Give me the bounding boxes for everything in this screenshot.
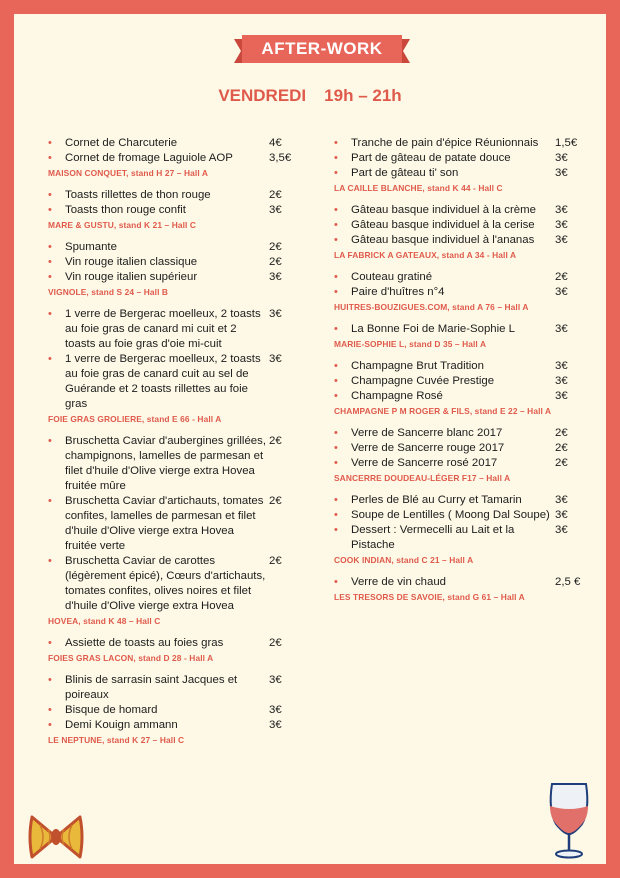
item-name: Dessert : Vermecelli au Lait et la Pistache <box>351 524 515 551</box>
item-name: Gâteau basque individuel à la cerise <box>351 219 535 231</box>
item-price: 3,5€ <box>269 152 292 164</box>
item-name: Couteau gratiné <box>351 271 433 283</box>
bullet-icon: • <box>334 167 338 179</box>
menu-item <box>48 307 298 352</box>
menu-item <box>48 151 298 166</box>
menu-item <box>334 575 584 590</box>
item-name: Perles de Blé au Curry et Tamarin <box>351 494 522 506</box>
vendor-block <box>48 136 298 179</box>
menu-item <box>48 636 298 651</box>
vendor-stand: HUITRES-BOUZIGUES.COM, stand A 76 – Hall A <box>334 302 529 312</box>
item-name: Champagne Rosé <box>351 390 443 402</box>
item-name: Part de gâteau de patate douce <box>351 152 511 164</box>
hours-label: 19h – 21h <box>324 86 402 105</box>
vendor-block <box>334 575 584 603</box>
item-name: Champagne Brut Tradition <box>351 360 484 372</box>
item-name: Assiette de toasts au foies gras <box>65 637 224 649</box>
vendor-block <box>334 359 584 417</box>
bullet-icon: • <box>48 637 52 649</box>
item-name: Demi Kouign ammann <box>65 719 178 731</box>
bullet-icon: • <box>48 189 52 201</box>
vendor-block <box>334 426 584 484</box>
item-name: Blinis de sarrasin saint Jacques et poireaux <box>65 674 238 701</box>
bullet-icon: • <box>334 152 338 164</box>
menu-item <box>334 389 584 404</box>
item-price: 2€ <box>269 256 282 268</box>
bullet-icon: • <box>48 271 52 283</box>
bullet-icon: • <box>334 360 338 372</box>
item-name: Bruschetta Caviar de carottes (légèrement épicé), Cœurs d'artichauts, tomates confites, olives noires et filet d'huile d'Olive vierge extra Hovea <box>65 555 266 612</box>
bullet-icon: • <box>334 375 338 387</box>
menu-item <box>48 203 298 218</box>
item-name: Champagne Cuvée Prestige <box>351 375 495 387</box>
bullet-icon: • <box>334 427 338 439</box>
item-name: Toasts thon rouge confit <box>65 204 186 216</box>
item-price: 3€ <box>555 360 568 372</box>
vendor-stand: CHAMPAGNE P M ROGER & FILS, stand E 22 – Hall A <box>334 406 552 416</box>
bullet-icon: • <box>334 576 338 588</box>
item-name: Verre de vin chaud <box>351 576 446 588</box>
item-price: 3€ <box>555 524 568 536</box>
item-price: 3€ <box>555 323 568 335</box>
menu-item <box>48 703 298 718</box>
item-price: 3€ <box>555 204 568 216</box>
menu-item <box>48 434 298 494</box>
item-price: 3€ <box>555 152 568 164</box>
menu-item <box>334 285 584 300</box>
item-price: 2€ <box>555 271 568 283</box>
item-price: 2€ <box>555 442 568 454</box>
vendor-stand: LA FABRICK A GATEAUX, stand A 34 - Hall A <box>334 250 517 260</box>
item-name: Cornet de Charcuterie <box>65 137 178 149</box>
vendor-block <box>334 270 584 313</box>
vendor-block <box>48 188 298 231</box>
menu-item <box>334 523 584 553</box>
bullet-icon: • <box>334 390 338 402</box>
vendor-stand: VIGNOLE, stand S 24 – Hall B <box>48 287 169 297</box>
item-price: 2€ <box>269 637 282 649</box>
vendor-block <box>48 240 298 298</box>
menu-item <box>334 166 584 181</box>
item-price: 3€ <box>269 271 282 283</box>
bullet-icon: • <box>334 442 338 454</box>
menu-page <box>14 14 606 864</box>
item-price: 3€ <box>269 704 282 716</box>
menu-item <box>334 441 584 456</box>
vendor-stand: LA CAILLE BLANCHE, stand K 44 - Hall C <box>334 183 503 193</box>
vendor-stand: HOVEA, stand K 48 – Hall C <box>48 616 161 626</box>
menu-item <box>334 359 584 374</box>
bullet-icon: • <box>48 495 52 507</box>
item-price: 3€ <box>269 674 282 686</box>
item-name: Gâteau basque individuel à la crème <box>351 204 536 216</box>
bullet-icon: • <box>48 137 52 149</box>
item-price: 2€ <box>269 555 282 567</box>
bullet-icon: • <box>48 152 52 164</box>
item-name: Verre de Sancerre rouge 2017 <box>351 442 505 454</box>
vendor-block <box>48 434 298 627</box>
item-price: 3€ <box>555 286 568 298</box>
bullet-icon: • <box>48 555 52 567</box>
menu-item <box>334 270 584 285</box>
menu-item <box>48 554 298 614</box>
bullet-icon: • <box>48 241 52 253</box>
item-price: 3€ <box>555 234 568 246</box>
menu-item <box>334 374 584 389</box>
item-price: 2,5 € <box>555 576 581 588</box>
bullet-icon: • <box>334 271 338 283</box>
item-price: 3€ <box>555 375 568 387</box>
bullet-icon: • <box>334 234 338 246</box>
menu-item <box>334 493 584 508</box>
menu-item <box>334 136 584 151</box>
wine-glass-icon <box>544 780 594 860</box>
bullet-icon: • <box>48 674 52 686</box>
item-price: 3€ <box>555 494 568 506</box>
vendor-block <box>334 203 584 261</box>
menu-item <box>48 673 298 703</box>
vendor-block <box>48 636 298 664</box>
bullet-icon: • <box>48 704 52 716</box>
menu-item <box>334 218 584 233</box>
menu-item <box>48 240 298 255</box>
item-name: Vin rouge italien classique <box>65 256 198 268</box>
bullet-icon: • <box>48 719 52 731</box>
menu-item <box>334 233 584 248</box>
bullet-icon: • <box>334 204 338 216</box>
menu-item <box>48 255 298 270</box>
item-name: Vin rouge italien supérieur <box>65 271 198 283</box>
menu-item <box>334 203 584 218</box>
item-price: 2€ <box>269 435 282 447</box>
bullet-icon: • <box>48 435 52 447</box>
vendor-stand: FOIE GRAS GROLIERE, stand E 66 - Hall A <box>48 414 222 424</box>
item-name: Bisque de homard <box>65 704 158 716</box>
vendor-stand: MAISON CONQUET, stand H 27 – Hall A <box>48 168 209 178</box>
bullet-icon: • <box>334 323 338 335</box>
item-name: Paire d'huîtres n°4 <box>351 286 445 298</box>
item-name: Spumante <box>65 241 117 253</box>
menu-item <box>334 456 584 471</box>
vendor-block <box>334 322 584 350</box>
menu-item <box>48 136 298 151</box>
item-name: Bruschetta Caviar d'aubergines grillées, champignons, lamelles de parmesan et filet d'huile d'Olive vierge extra Hovea fruitée mûre <box>65 435 266 492</box>
menu-item <box>334 508 584 523</box>
bullet-icon: • <box>334 286 338 298</box>
item-name: Gâteau basque individuel à l'ananas <box>351 234 535 246</box>
menu-item <box>48 494 298 554</box>
item-price: 2€ <box>555 457 568 469</box>
item-price: 2€ <box>269 189 282 201</box>
vendor-block <box>334 136 584 194</box>
item-price: 3€ <box>555 167 568 179</box>
item-name: Tranche de pain d'épice Réunionnais <box>351 137 539 149</box>
item-price: 3€ <box>555 509 568 521</box>
menu-item <box>48 188 298 203</box>
item-price: 3€ <box>555 219 568 231</box>
menu-item <box>334 322 584 337</box>
right-column <box>334 136 584 612</box>
item-price: 3€ <box>555 390 568 402</box>
item-name: 1 verre de Bergerac moelleux, 2 toasts au foie gras de canard cuit au sel de Guérande et 2 toasts rillettes au foie gras <box>65 353 261 410</box>
bullet-icon: • <box>48 204 52 216</box>
menu-item <box>48 270 298 285</box>
menu-item <box>334 426 584 441</box>
item-price: 2€ <box>269 495 282 507</box>
vendor-stand: LES TRESORS DE SAVOIE, stand G 61 – Hall A <box>334 592 525 602</box>
item-name: Verre de Sancerre rosé 2017 <box>351 457 498 469</box>
day-label: VENDREDI <box>218 86 307 105</box>
item-price: 4€ <box>269 137 282 149</box>
bullet-icon: • <box>334 494 338 506</box>
item-price: 3€ <box>269 719 282 731</box>
bullet-icon: • <box>334 524 338 536</box>
menu-item <box>48 718 298 733</box>
left-column <box>48 136 298 755</box>
vendor-stand: MARE & GUSTU, stand K 21 – Hall C <box>48 220 197 230</box>
vendor-stand: SANCERRE DOUDEAU-LÉGER F17 – Hall A <box>334 473 511 483</box>
item-name: 1 verre de Bergerac moelleux, 2 toasts au foie gras de canard mi cuit et 2 toasts au foie gras d'oie mi-cuit <box>65 308 261 350</box>
bullet-icon: • <box>48 308 52 320</box>
item-name: Bruschetta Caviar d'artichauts, tomates confites, lamelles de parmesan et filet d'huile d'Olive vierge extra Hovea fruitée verte <box>65 495 264 552</box>
bullet-icon: • <box>334 457 338 469</box>
vendor-block <box>48 673 298 746</box>
bullet-icon: • <box>48 256 52 268</box>
vendor-block <box>334 493 584 566</box>
item-price: 2€ <box>555 427 568 439</box>
bullet-icon: • <box>334 219 338 231</box>
item-price: 1,5€ <box>555 137 578 149</box>
bullet-icon: • <box>334 137 338 149</box>
banner-title: AFTER-WORK <box>261 39 383 58</box>
item-price: 2€ <box>269 241 282 253</box>
item-name: Cornet de fromage Laguiole AOP <box>65 152 233 164</box>
vendor-stand: MARIE-SOPHIE L, stand D 35 – Hall A <box>334 339 487 349</box>
vendor-stand: COOK INDIAN, stand C 21 – Hall A <box>334 555 474 565</box>
vendor-block <box>48 307 298 425</box>
bullet-icon: • <box>48 353 52 365</box>
item-name: Verre de Sancerre blanc 2017 <box>351 427 503 439</box>
item-price: 3€ <box>269 308 282 320</box>
vendor-stand: LE NEPTUNE, stand K 27 – Hall C <box>48 735 185 745</box>
item-name: Soupe de Lentilles ( Moong Dal Soupe) <box>351 509 550 521</box>
bullet-icon: • <box>334 509 338 521</box>
menu-item <box>334 151 584 166</box>
title-banner <box>234 34 410 68</box>
item-name: Part de gâteau ti' son <box>351 167 459 179</box>
menu-item <box>48 352 298 412</box>
vendor-stand: FOIES GRAS LACON, stand D 28 - Hall A <box>48 653 214 663</box>
item-price: 3€ <box>269 204 282 216</box>
schedule-heading <box>14 86 606 106</box>
item-name: La Bonne Foi de Marie-Sophie L <box>351 323 516 335</box>
item-price: 3€ <box>269 353 282 365</box>
item-name: Toasts rillettes de thon rouge <box>65 189 211 201</box>
farfalle-pasta-icon <box>26 809 86 865</box>
